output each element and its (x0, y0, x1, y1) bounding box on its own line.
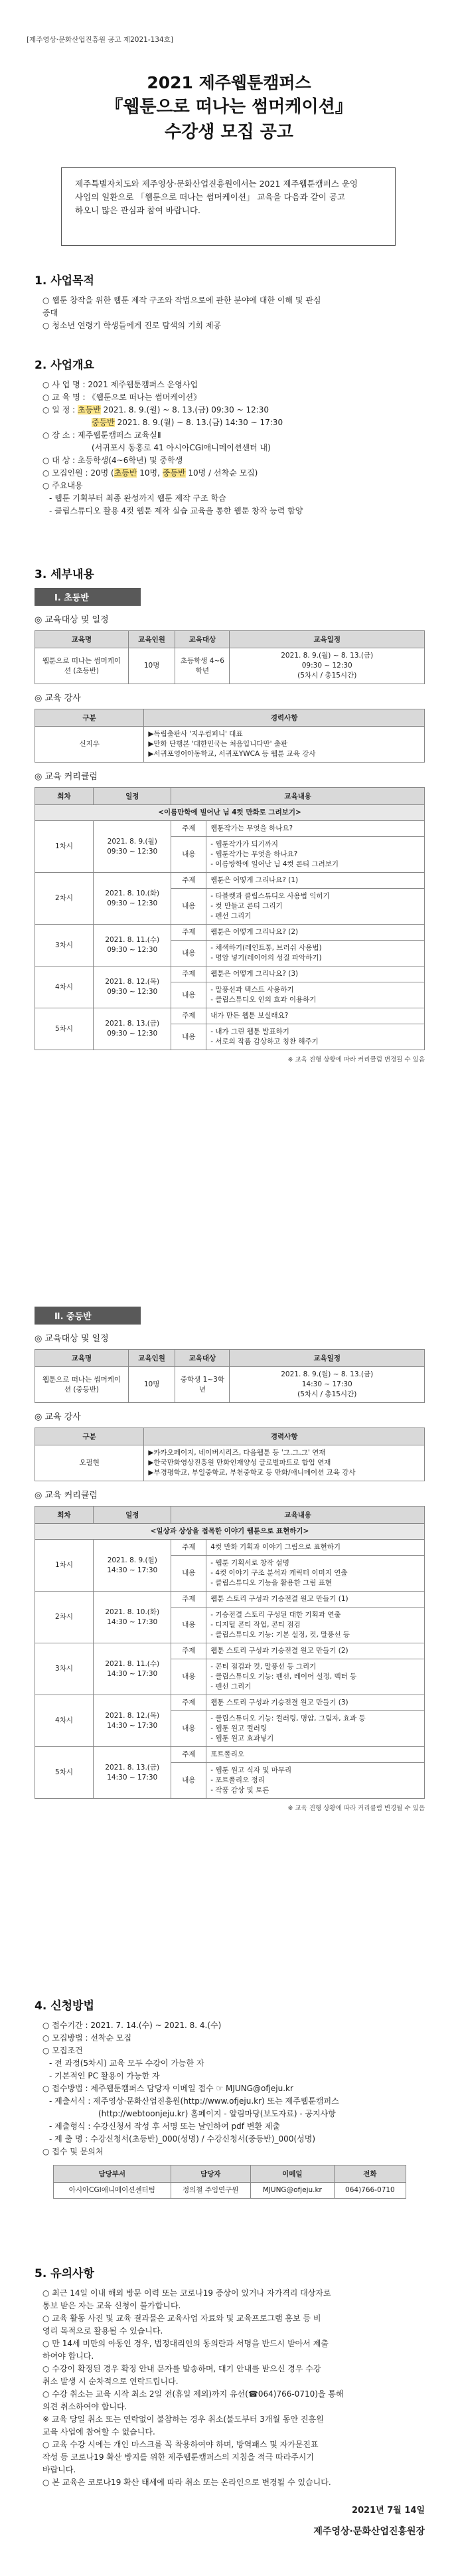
cell-line: 2021. 8. 9.(월) ~ 8. 13.(금) (281, 1370, 374, 1378)
session-date (94, 1643, 171, 1695)
highlight-mid: 중등반 (92, 418, 115, 427)
col-header: 교육일정 (230, 1350, 425, 1367)
text-line: ○ 모집조건 (42, 2046, 83, 2055)
session-number: 5차시 (35, 1008, 94, 1050)
cell: 웹툰으로 떠나는 썸머케이션 (초등반) (35, 648, 129, 684)
content-kind: 주제 (171, 966, 206, 982)
content-text: 웹툰은 어떻게 그리나요? (1) (206, 873, 425, 889)
col-header: 구분 (35, 1428, 144, 1445)
col-header: 구분 (35, 709, 144, 727)
section-heading: 1. 사업목적 (35, 274, 94, 288)
curriculum-title: <이름만학에 빌어난 님 4컷 만화로 그려보기> (35, 805, 425, 821)
text-line: ○ 수강이 확정된 경우 확정 안내 문자를 발송하며, 대기 안내를 받으신 경우 수강 (42, 2364, 321, 2373)
content-text: - 말풍선과 텍스트 사용하기 - 클립스튜디오 인의 효과 이용하기 (206, 982, 425, 1008)
content-kind: 주제 (171, 873, 206, 889)
text-line: ○ 교육 수강 시에는 개인 마스크를 꼭 착용하여야 하며, 방역패스 및 자가문진표 (42, 2440, 319, 2449)
time-line: 14:30 ~ 17:30 (107, 1566, 158, 1574)
content-kind: 주제 (171, 1008, 206, 1024)
intro-line: 사업의 일환으로 「웹툰으로 떠나는 썸머케이션」 교육을 다음과 같이 공고 (75, 192, 345, 202)
section-details (35, 565, 425, 1063)
sub-heading: ◎ 교육 강사 (35, 693, 81, 703)
cell: 10명 (128, 648, 175, 684)
content-text: - 기승전결 스토리 구성된 대한 기획과 연출 - 디지털 콘티 작업, 콘티 점검 - 클립스튜디오 기능: 기본 설정, 컷, 말풍선 등 (206, 1608, 425, 1643)
content-text: - 클립스튜디오 기능: 컬러링, 명암, 그림자, 효과 등 - 웹툰 원고 컬러링 - 웹툰 원고 효과넣기 (206, 1711, 425, 1747)
schedule: 2021. 8. 9.(월) ~ 8. 13.(금) 14:30 ~ 17:30 (114, 418, 283, 427)
session-date (94, 925, 171, 966)
col-header: 교육대상 (175, 1350, 230, 1367)
text-line: 영리 목적으로 활용될 수 있습니다. (42, 2326, 163, 2336)
content-kind: 내용 (171, 837, 206, 873)
date-line: 2021. 8. 13.(금) (105, 1763, 160, 1772)
session-date (94, 1008, 171, 1050)
col-header: 교육인원 (128, 1350, 175, 1367)
table-row (35, 1367, 425, 1403)
cell-line: ▶부경평학교, 부일중학교, 부천중학교 등 만화/애니메이션 교육 강사 (148, 1469, 356, 1477)
session-date (94, 1540, 171, 1592)
title-line-2: 『웹툰으로 떠나는 썸머케이션』 (106, 97, 352, 117)
col-header: 전화 (334, 2165, 406, 2183)
col-header: 담당부서 (54, 2165, 171, 2183)
session-number: 4차시 (35, 966, 94, 1008)
text-line: ○ 만 14세 미만의 아동인 경우, 법정대리인의 동의란과 서명을 반드시 받아서 제출 (42, 2339, 329, 2348)
session-date (94, 1747, 171, 1799)
time-line: 14:30 ~ 17:30 (107, 1617, 158, 1626)
sub-heading: ◎ 교육 커리큘럼 (35, 1491, 98, 1501)
text-line: ○ 장 소 : 제주웹툰캠퍼스 교육실Ⅱ (42, 430, 161, 440)
cell-line: ▶독립출판사 '지우컴퍼니' 대표 (148, 730, 243, 738)
label: ○ 모집인원 : 20명 ( (42, 468, 114, 478)
content-kind: 내용 (171, 1024, 206, 1050)
content-kind: 주제 (171, 1643, 206, 1659)
cell: 아시아CGI애니메이션센터팀 (54, 2183, 171, 2199)
text-line: ※ 교육 당일 취소 또는 연락없이 불참하는 경우 취소(불도부터 3개월 동안 진흥원 (42, 2415, 324, 2424)
text-line (35, 416, 425, 429)
col-header: 교육내용 (171, 788, 425, 805)
cell-line: 2021. 8. 9.(월) ~ 8. 13.(금) (281, 652, 374, 660)
content-kind: 내용 (171, 982, 206, 1008)
highlight-elem: 초등반 (114, 468, 137, 478)
cell-line: 09:30 ~ 12:30 (301, 662, 352, 670)
session-date (94, 873, 171, 925)
content-text: 웹툰은 어떻게 그리나요? (3) (206, 966, 425, 982)
curriculum-note: ※ 교육 진행 상황에 따라 커리큘럼 변경될 수 있음 (287, 1805, 425, 1812)
date-line: 2021. 8. 12.(목) (105, 1711, 160, 1720)
sub-heading: ◎ 교육 커리큘럼 (35, 772, 98, 782)
time-line: 14:30 ~ 17:30 (107, 1669, 158, 1678)
schedule: 2021. 8. 9.(월) ~ 8. 13.(금) 09:30 ~ 12:30 (100, 405, 269, 414)
text-line: ○ 본 교육은 코로나19 확산 태세에 따라 취소 또는 온라인으로 변경될 수 있습니다. (42, 2478, 331, 2487)
content-kind: 주제 (171, 1540, 206, 1556)
cell: 오필현 (35, 1445, 144, 1481)
col-header: 회차 (35, 788, 94, 805)
table-row (35, 873, 425, 889)
time-line: 09:30 ~ 12:30 (107, 847, 158, 856)
cell-line: ▶만화 단행본 '대한민국는 처음입니다만' 출판 (148, 740, 288, 748)
time-line: 14:30 ~ 17:30 (107, 1721, 158, 1730)
cell: 10명 (128, 1367, 175, 1403)
content-kind: 내용 (171, 941, 206, 966)
text: 10명, (137, 468, 163, 478)
text-line: ○ 최근 14일 이내 해외 방문 이력 또는 코로나19 증상이 있거나 자가격리 대상자로 (42, 2288, 331, 2298)
col-header: 교육대상 (175, 631, 230, 648)
table-row (35, 1747, 425, 1763)
curriculum-table-middle (35, 1506, 425, 1799)
text: 10명 / 선착순 모집) (185, 468, 258, 478)
content-text: 웹툰 스토리 구성과 기승전결 원고 만들기 (3) (206, 1695, 425, 1711)
cell-line: ▶서귀포영어아동학교, 서귀포YWCA 등 웹툰 교육 강사 (148, 750, 316, 758)
content-text: - 타블렛과 클립스튜디오 사용법 익히기 - 컷 만들고 콘티 그리기 - 펜선 그리기 (206, 889, 425, 925)
session-number: 2차시 (35, 873, 94, 925)
content-kind: 내용 (171, 1608, 206, 1643)
curriculum-table-elementary (35, 787, 425, 1050)
content-text: - 웹툰 원고 식자 및 마무리 - 포트폴리오 정리 - 작품 감상 및 토론 (206, 1763, 425, 1799)
cell: 064)766-0710 (334, 2183, 406, 2199)
issuer-signature: 제주영상·문화산업진흥원장 (313, 2526, 425, 2537)
text-line: - 기본적인 PC 활용이 가능한 자 (49, 2071, 160, 2080)
title-line-3: 수강생 모집 공고 (165, 122, 293, 142)
section-heading: 5. 유의사항 (35, 2267, 94, 2280)
date-line: 2021. 8. 13.(금) (105, 1020, 160, 1028)
content-kind: 주제 (171, 1592, 206, 1608)
label: ○ 일 정 : (42, 405, 78, 414)
text-line: 통보 받은 자는 교육 신청이 불가합니다. (42, 2301, 181, 2310)
cell-line: 14:30 ~ 17:30 (301, 1380, 352, 1388)
text-line: 의견 취소하여야 합니다. (42, 2402, 127, 2411)
time-line: 09:30 ~ 12:30 (107, 988, 158, 996)
session-date (94, 966, 171, 1008)
col-header: 담당자 (171, 2165, 250, 2183)
cell-line: ▶한국만화영상진흥원 만화인재양성 글로벌파트로 합업 연재 (148, 1459, 331, 1467)
content-text: - 웹툰 기획서로 창작 설명 - 4컷 이야기 구조 분석과 캐릭터 이미지 연출 - 클립스튜디오 기능을 활용한 그림 표현 (206, 1556, 425, 1592)
contact-table (53, 2165, 406, 2199)
cell[interactable]: MJUNG@ofjeju.kr (250, 2183, 334, 2199)
section-purpose (35, 271, 425, 332)
class-bar-elementary: Ⅰ. 초등반 (35, 588, 141, 606)
time-line: 09:30 ~ 12:30 (107, 1030, 158, 1038)
instructor-table-elementary (35, 709, 425, 763)
table-row (35, 648, 425, 684)
cell-line: (5차시 / 총15시간) (297, 672, 357, 680)
section-apply (35, 1996, 425, 2199)
title-line-1: 2021 제주웹툰캠퍼스 (147, 73, 311, 92)
curriculum-note: ※ 교육 진행 상황에 따라 커리큘럼 변경될 수 있음 (287, 1056, 425, 1063)
content-kind: 주제 (171, 821, 206, 837)
date-line: 2021. 8. 9.(월) (107, 837, 157, 846)
cell-line: (5차시 / 총15시간) (297, 1390, 357, 1398)
content-kind: 내용 (171, 1556, 206, 1592)
cell (230, 648, 425, 684)
col-header: 교육명 (35, 1350, 129, 1367)
text-line: 증대 (42, 308, 58, 318)
content-text: - 웹툰작가가 되기까지 - 웹툰작가는 무엇을 하나요? - 이름방학에 일어난 님 4컷 콘티 그려보기 (206, 837, 425, 873)
date-line: 2021. 8. 11.(수) (105, 936, 160, 944)
cell: 웹툰으로 떠나는 썸머케이션 (중등반) (35, 1367, 129, 1403)
session-number: 3차시 (35, 925, 94, 966)
text-line: 하여야 합니다. (42, 2351, 94, 2361)
sub-heading: ◎ 교육대상 및 일정 (35, 1334, 109, 1344)
class-bar-middle: Ⅱ. 중등반 (35, 1307, 141, 1325)
intro-line: 하오니 많은 관심과 참여 바랍니다. (75, 205, 200, 215)
cell (230, 1367, 425, 1403)
doc-number: [제주영상·문화산업진흥원 공고 제2021-134호] (27, 36, 173, 44)
content-text: - 콘티 점검과 컷, 말풍선 등 그리기 - 클립스튜디오 기능: 펜선, 레이어 설정, 벡터 등 - 펜선 그리기 (206, 1659, 425, 1695)
text-line: - 클립스튜디오 활용 4컷 웹툰 제작 실습 교육을 통한 웹툰 창작 능력 함양 (49, 506, 303, 515)
content-kind: 주제 (171, 925, 206, 941)
section-middle (35, 1304, 425, 1812)
text-line: 작성 등 코로나19 확산 방지를 위한 제주웹툰캠퍼스의 지침을 적극 따라주시기 (42, 2452, 314, 2462)
col-header: 교육인원 (128, 631, 175, 648)
text-line (35, 404, 425, 416)
session-number: 4차시 (35, 1695, 94, 1747)
text-line: ○ 수강 취소는 교육 시작 최소 2일 전(휴일 제외)까지 유선(☎064)766-0710)을 통해 (42, 2389, 344, 2399)
section-notice (35, 2264, 425, 2489)
col-header: 일정 (94, 788, 171, 805)
content-kind: 내용 (171, 889, 206, 925)
highlight-elem: 초등반 (77, 405, 101, 414)
intro-line: 제주특별자치도와 제주영상·문화산업진흥원에서는 2021 제주웹툰캠퍼스 운영 (75, 179, 358, 189)
date-line: 2021. 8. 12.(목) (105, 978, 160, 986)
cell: 초등학생 4~6학년 (175, 648, 230, 684)
sub-heading: ◎ 교육 강사 (35, 1412, 81, 1422)
date-line: 2021. 8. 11.(수) (105, 1659, 160, 1668)
section-heading: 4. 신청방법 (35, 1999, 94, 2013)
content-text: 내가 만든 웹툰 보실래요? (206, 1008, 425, 1024)
text-line: ○ 주요내용 (42, 481, 83, 490)
date-line: 2021. 8. 10.(화) (105, 1608, 160, 1616)
text-line: - 제출형식 : 수강신청서 작성 후 서명 또는 날인하여 pdf 변환 제출 (49, 2122, 281, 2131)
table-row (35, 1008, 425, 1024)
content-text: - 채색하기(레인트통, 브러쉬 사용법) - 명암 넣기(레이어의 성질 파악하기) (206, 941, 425, 966)
text-line: ○ 접수기간 : 2021. 7. 14.(수) ~ 2021. 8. 4.(수) (42, 2021, 222, 2030)
session-date (94, 821, 171, 873)
text-line: ○ 사 업 명 : 2021 제주웹툰캠퍼스 운영사업 (42, 380, 198, 389)
table-row (35, 1643, 425, 1659)
text-line: 바랍니다. (42, 2465, 76, 2474)
text-line: - 웹툰 기획부터 최종 완성까지 웹툰 제작 구조 학습 (49, 494, 226, 503)
session-date (94, 1695, 171, 1747)
schedule-table-elementary (35, 630, 425, 684)
announcement-date: 2021년 7월 14일 (351, 2506, 425, 2516)
col-header: 이메일 (250, 2165, 334, 2183)
table-row (35, 1592, 425, 1608)
curriculum-title: <일상과 상상을 접목한 이야기 웹툰으로 표현하기> (35, 1524, 425, 1540)
time-line: 14:30 ~ 17:30 (107, 1773, 158, 1782)
section-overview (35, 355, 425, 517)
col-header: 회차 (35, 1507, 94, 1524)
cell (144, 1445, 425, 1481)
content-kind: 주제 (171, 1747, 206, 1763)
text-line: ○ 모집방법 : 선착순 모집 (42, 2033, 132, 2043)
col-header: 교육명 (35, 631, 129, 648)
content-text: - 내가 그린 웹툰 발표하기 - 서로의 작품 감상하고 칭찬 해주기 (206, 1024, 425, 1050)
date-line: 2021. 8. 9.(월) (107, 1556, 157, 1564)
text-line: ○ 교 육 명 : 《웹툰으로 떠나는 썸머케이션》 (42, 393, 202, 402)
content-text: 웹툰 스토리 구성과 기승전결 원고 만들기 (2) (206, 1643, 425, 1659)
content-kind: 주제 (171, 1695, 206, 1711)
text-line: 교육 사업에 참여할 수 없습니다. (42, 2427, 155, 2437)
text-line: ○ 교육 활동 사진 및 교육 결과물은 교육사업 자료와 및 교육프로그램 홍보 등 비 (42, 2314, 321, 2323)
text-line: - 제출서식 : 제주영상·문화산업진흥원(http://www.ofjeju.kr) 또는 제주웹툰캠퍼스 (49, 2096, 339, 2106)
cell: 신지우 (35, 727, 144, 763)
col-header: 교육일정 (230, 631, 425, 648)
text-line: (http://webtoonjeju.kr) 홈페이지 - 알림마당(보도자료) - 공지사항 (98, 2109, 336, 2118)
col-header: 경력사항 (144, 1428, 425, 1445)
content-kind: 내용 (171, 1711, 206, 1747)
time-line: 09:30 ~ 12:30 (107, 946, 158, 954)
table-row (35, 1445, 425, 1481)
table-row (35, 821, 425, 837)
sub-heading: ◎ 교육대상 및 일정 (35, 615, 109, 625)
col-header: 교육내용 (171, 1507, 425, 1524)
cell: 정의철 주임연구원 (171, 2183, 250, 2199)
text-line (35, 467, 425, 480)
text-line: ○ 청소년 연령기 학생들에게 진로 탐색의 기회 제공 (42, 321, 222, 330)
text-line: ○ 웹툰 창작을 위한 웹툰 제작 구조와 작법으로에 관한 분야에 대한 이해 및 관심 (42, 296, 321, 305)
table-row (54, 2183, 406, 2199)
content-text: 웹툰은 어떻게 그리나요? (2) (206, 925, 425, 941)
cell: 중학생 1~3학년 (175, 1367, 230, 1403)
content-kind: 내용 (171, 1763, 206, 1799)
session-number: 5차시 (35, 1747, 94, 1799)
cell-line: ▶카카오페이지, 네이버시리즈, 다음웹툰 등 '그.그.그' 연재 (148, 1449, 326, 1457)
content-text: 웹툰작가는 무엇을 하나요? (206, 821, 425, 837)
text-line: 취소 발생 시 순차적으로 연락드립니다. (42, 2377, 179, 2386)
section-heading: 2. 사업개요 (35, 359, 94, 372)
text-line: ○ 접수방법 : 제주웹툰캠퍼스 담당자 이메일 접수 ☞ MJUNG@ofjeju.kr (42, 2084, 293, 2093)
table-row (35, 1540, 425, 1556)
text-line: ○ 대 상 : 초등학생(4~6학년) 및 중학생 (42, 456, 183, 465)
text-line: - 전 과정(5차시) 교육 모두 수강이 가능한 자 (49, 2059, 204, 2068)
cell (144, 727, 425, 763)
text-line: (서귀포시 동홍로 41 아시아CGI애니메이션센터 내) (92, 443, 271, 452)
highlight-mid: 중등반 (162, 468, 186, 478)
text-line: - 제 출 명 : 수강신청서(초등반)_000(성명) / 수강신청서(중등반)_000(성명) (49, 2134, 315, 2144)
intro-box (61, 167, 396, 246)
table-row (35, 1695, 425, 1711)
session-number: 1차시 (35, 1540, 94, 1592)
session-number: 3차시 (35, 1643, 94, 1695)
time-line: 09:30 ~ 12:30 (107, 899, 158, 907)
text-line: ○ 접수 및 문의처 (42, 2147, 104, 2156)
session-number: 2차시 (35, 1592, 94, 1643)
content-text: 포트폴리오 (206, 1747, 425, 1763)
content-text: 4컷 만화 기획과 이야기 그림으로 표현하기 (206, 1540, 425, 1556)
schedule-table-middle (35, 1349, 425, 1403)
table-row (35, 966, 425, 982)
content-text: 웹툰 스토리 구성과 기승전결 원고 만들기 (1) (206, 1592, 425, 1608)
section-heading: 3. 세부내용 (35, 568, 94, 581)
instructor-table-middle (35, 1427, 425, 1481)
session-date (94, 1592, 171, 1643)
content-kind: 내용 (171, 1659, 206, 1695)
col-header: 일정 (94, 1507, 171, 1524)
table-row (35, 925, 425, 941)
table-row (35, 727, 425, 763)
col-header: 경력사항 (144, 709, 425, 727)
date-line: 2021. 8. 10.(화) (105, 889, 160, 897)
session-number: 1차시 (35, 821, 94, 873)
